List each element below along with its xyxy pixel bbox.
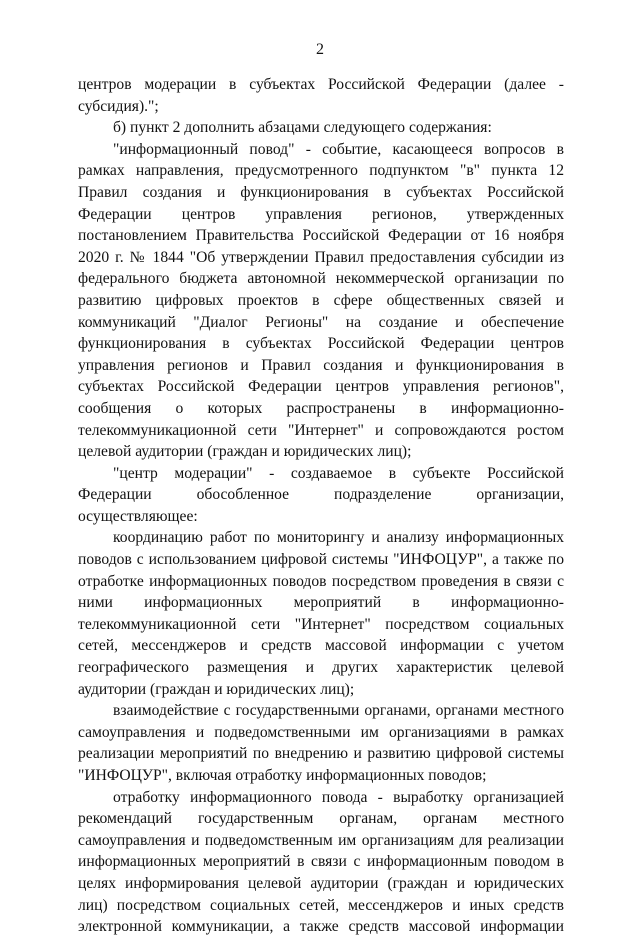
paragraph-definition-info-occasion: "информационный повод" - событие, касающееся вопросов в рамках направления, предусмотренного подпунктом "в" пункта 12 Правил создания и функционирования в субъектах Российской Федерации центров управления регионов, утвержденных постановлением Правительства Российской Федерации от 16 ноября 2020 г. № 1844 "Об утверждении Правил предоставления субсидии из федерального бюджета автономной некоммерческой организации по развитию цифровых проектов в сфере общественных связей и коммуникаций "Диалог Регионы" на создание и обеспечение функционирования в субъектах Российской Федерации центров управления регионов и Правил создания и функционирования в субъектах Российской Федерации центров управления регионов", сообщения о которых распространены в информационно-телекоммуникационной сети "Интернет" и сопровождаются ростом целевой аудитории (граждан и юридических лиц); <box>78 140 564 461</box>
paragraph-item-b: б) пункт 2 дополнить абзацами следующего содержания: <box>113 119 492 137</box>
paragraph-coordination: координацию работ по мониторингу и анализу информационных поводов с использованием цифровой системы "ИНФОЦУР", а также по отработке информационных поводов посредством проведения в связи с ними информационных мероприятий в информационно-телекоммуникационной сети "Интернет" посредством социальных сетей, мессенджеров и средств массовой информации с учетом географического размещения и других характеристик целевой аудитории (граждан и юридических лиц); <box>78 529 564 698</box>
paragraph-processing: отработку информационного повода - выработку организацией рекомендаций государственным органам, органам местного самоуправления и подведомственным им организациям для реализации информационных мероприятий в связи с информационным поводом в целях информирования целевой аудитории (граждан и юридических лиц) посредством социальных сетей, мессенджеров и иных средств электронной коммуникации, а также средств массовой информации <box>78 788 564 936</box>
paragraph-definition-moderation-center: "центр модерации" - создаваемое в субъекте Российской Федерации обособленное подразделение организации, осуществляющее: <box>78 464 564 525</box>
document-body <box>78 74 564 938</box>
paragraph-interaction: взаимодействие с государственными органами, органами местного самоуправления и подведомственными им организациями в рамках реализации мероприятий по внедрению и развитию цифровой системы "ИНФОЦУР", включая отработку информационных поводов; <box>78 702 564 784</box>
paragraph-continuation: центров модерации в субъектах Российской Федерации (далее - субсидия)."; <box>78 76 564 115</box>
page-number: 2 <box>316 41 324 58</box>
